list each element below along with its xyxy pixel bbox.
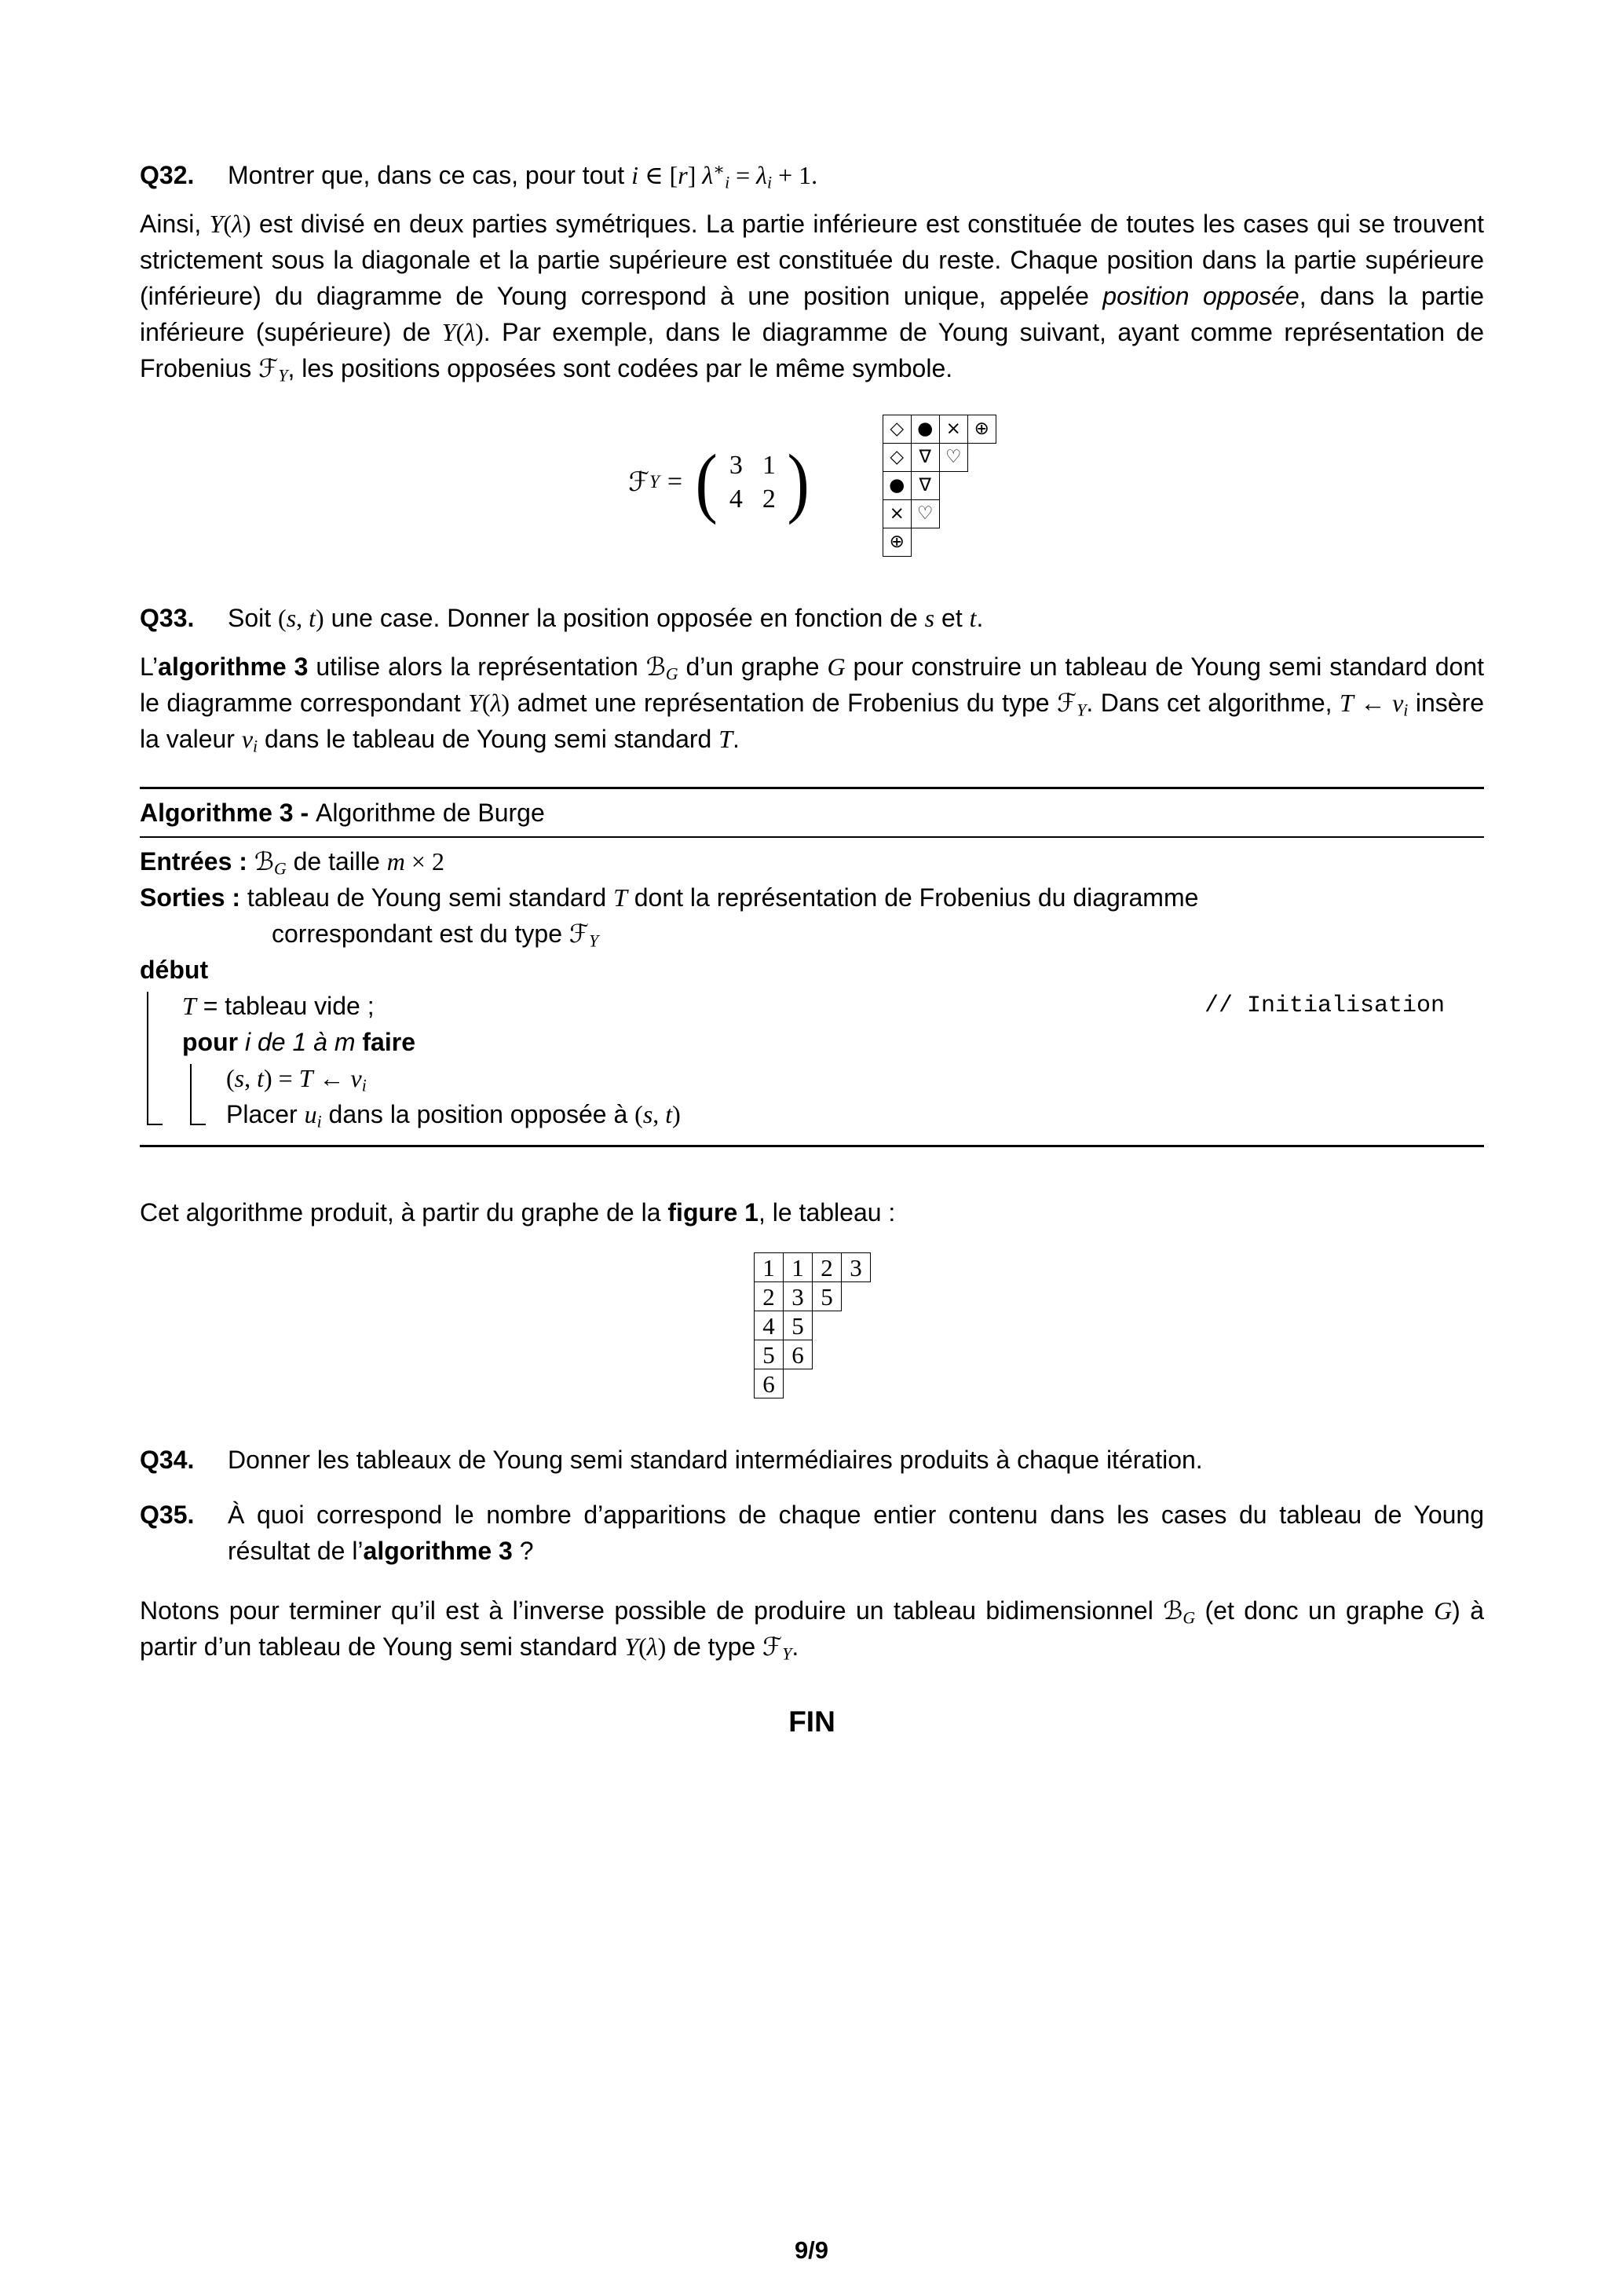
- grid-cell: 1: [783, 1252, 813, 1282]
- text-segment: ): [672, 1100, 681, 1128]
- text-segment: Entrées :: [140, 847, 254, 876]
- text-segment: ,: [296, 604, 309, 632]
- text-segment: = tableau vide ;: [196, 992, 375, 1020]
- question-q34: [140, 1442, 1484, 1478]
- text-segment: d’un graphe: [678, 653, 828, 681]
- question-q35-text: [228, 1497, 1484, 1569]
- grid-row: [754, 1340, 870, 1369]
- grid-row: [719, 448, 785, 483]
- algorithm-place-line: [226, 1096, 1484, 1132]
- algorithm-begin-block: [147, 988, 1484, 1132]
- page-number: 9/9: [794, 2236, 829, 2264]
- text-segment: t: [257, 1064, 264, 1092]
- text-segment: Sorties :: [140, 883, 247, 912]
- grid-cell: 2: [754, 1281, 784, 1311]
- algorithm-insert-line: [226, 1060, 1484, 1096]
- question-q33: [140, 600, 1484, 636]
- grid-cell: ⊕: [967, 415, 996, 444]
- algorithm-body: [140, 838, 1484, 1145]
- frobenius-symbol: ℱ: [628, 466, 650, 498]
- text-segment: v: [1392, 689, 1404, 717]
- text-segment: Y: [278, 366, 288, 386]
- text-segment: G: [1183, 1608, 1196, 1628]
- text-segment: dont la représentation de Frobenius du diagramme: [627, 883, 1199, 912]
- text-segment: s: [286, 604, 297, 632]
- text-segment: ←: [313, 1064, 351, 1092]
- grid-cell: ∇: [911, 443, 940, 472]
- text-segment: s: [642, 1100, 653, 1128]
- question-q34-label: Q34.: [140, 1446, 195, 1474]
- text-segment: pour: [182, 1028, 239, 1056]
- text-segment: i: [316, 1112, 322, 1132]
- text-segment: ∗: [713, 160, 726, 180]
- text-segment: Notons pour terminer qu’il est à l’inverse possible de produire un tableau bidimensionnel: [140, 1596, 1164, 1625]
- text-segment: G: [665, 664, 678, 684]
- grid-row: [754, 1369, 870, 1398]
- text-segment: pour construire un tableau de Young semi standard dont le diagramme correspondant: [140, 653, 1484, 717]
- text-segment: ℬ: [254, 846, 274, 876]
- text-segment: v: [350, 1064, 362, 1092]
- text-segment: ): [501, 689, 510, 717]
- grid-row: [719, 482, 785, 517]
- grid-cell: 6: [754, 1369, 784, 1398]
- text-segment: =: [729, 161, 757, 189]
- question-q32: [140, 157, 1484, 193]
- text-segment: s: [234, 1064, 245, 1092]
- text-segment: Algorithme 3 -: [140, 799, 316, 827]
- grid-cell: 5: [812, 1281, 842, 1311]
- text-segment: .: [976, 604, 984, 632]
- text-segment: × 2: [404, 847, 444, 876]
- text-segment: figure 1: [667, 1198, 758, 1227]
- text-segment: Y: [589, 931, 599, 951]
- grid-cell: 2: [812, 1252, 842, 1282]
- paragraph-algorithm-intro: [140, 649, 1484, 757]
- algorithm-title: [140, 789, 1484, 838]
- text-segment: (: [278, 604, 287, 632]
- algorithm-init-comment: // Initialisation: [1204, 993, 1445, 1019]
- algorithm-for-line: [182, 1024, 1484, 1060]
- algorithm-inputs: [140, 843, 1484, 879]
- text-segment: s: [924, 604, 935, 632]
- text-segment: (: [455, 318, 465, 346]
- text-segment: est divisé en deux parties symétriques. La partie inférieure est constituée de toutes les cases qui se trouvent strictement sous la diagonale et la partie supérieure est constituée du reste. Chaque position dans la partie supérieure (inférieure) du diagramme de Young correspond à une position unique, appelée: [140, 210, 1485, 310]
- grid-cell: 4: [754, 1311, 784, 1340]
- text-segment: Cet algorithme produit, à partir du graphe de la: [140, 1198, 668, 1227]
- text-segment: T: [182, 992, 196, 1020]
- algorithm-outputs-continued: [140, 916, 1484, 952]
- left-paren: (: [695, 438, 718, 525]
- grid-cell: 5: [783, 1311, 813, 1340]
- text-segment: algorithme 3: [363, 1537, 513, 1565]
- text-segment: T: [298, 1064, 313, 1092]
- text-segment: , le tableau :: [758, 1198, 896, 1227]
- text-segment: une case. Donner la position opposée en fonction de: [324, 604, 925, 632]
- algorithm-outputs: [140, 879, 1484, 916]
- grid-cell: 6: [783, 1340, 813, 1369]
- grid-cell: 3: [841, 1252, 871, 1282]
- grid-row: [754, 1252, 870, 1282]
- grid-row: [754, 1281, 870, 1311]
- text-segment: dans le tableau de Young semi standard: [258, 725, 719, 753]
- grid-cell: ×: [939, 415, 968, 444]
- text-segment: ℬ: [645, 652, 666, 682]
- young-tableau-figure: [140, 1252, 1484, 1398]
- text-segment: + 1.: [772, 161, 818, 189]
- text-segment: Y: [468, 689, 482, 717]
- grid-cell: ×: [883, 499, 912, 528]
- text-segment: u: [304, 1100, 317, 1128]
- end-marker: FIN: [788, 1706, 835, 1738]
- text-segment: correspondant est du type: [272, 919, 569, 948]
- text-segment: ): [242, 210, 251, 238]
- grid-row: [883, 499, 996, 528]
- text-segment: ) à partir d’un tableau de Young semi standard: [140, 1596, 1485, 1661]
- text-segment: , dans la partie inférieure (supérieure) de: [140, 282, 1485, 346]
- grid-cell: 3: [783, 1281, 813, 1311]
- text-segment: λ: [756, 161, 768, 189]
- grid-cell: 4: [729, 484, 743, 514]
- algorithm-init-line: [182, 988, 1484, 1024]
- question-q35-label: Q35.: [140, 1501, 195, 1529]
- text-segment: .: [733, 725, 740, 753]
- text-segment: admet une représentation de Frobenius du type: [510, 689, 1058, 717]
- text-segment: ,: [652, 1100, 666, 1128]
- text-segment: . Par exemple, dans le diagramme de Young suivant, ayant comme représentation de Frobenius: [140, 318, 1485, 382]
- question-q35: [140, 1497, 1484, 1569]
- text-segment: t: [665, 1100, 673, 1128]
- text-segment: i: [725, 173, 730, 192]
- text-segment: ): [316, 604, 324, 632]
- text-segment: ℬ: [1163, 1596, 1183, 1625]
- grid-cell: 3: [729, 451, 743, 480]
- algorithm-begin-keyword: début: [140, 956, 209, 984]
- question-q33-text: [228, 600, 1484, 636]
- text-segment: ) =: [264, 1064, 299, 1092]
- grid-cell: 1: [762, 451, 776, 480]
- young-diagram-symbols: [883, 415, 996, 556]
- text-segment: faire: [362, 1028, 415, 1056]
- grid-cell: 2: [762, 484, 776, 514]
- text-segment: ℱ: [568, 919, 590, 949]
- paragraph-closing-note: [140, 1592, 1484, 1665]
- text-segment: m: [386, 847, 405, 876]
- text-segment: ℱ: [762, 1632, 783, 1662]
- algorithm-init-statement: [182, 988, 375, 1024]
- text-segment: (: [481, 689, 491, 717]
- text-segment: ∈ [: [638, 161, 678, 189]
- text-segment: Montrer que, dans ce cas, pour tout: [228, 161, 632, 189]
- grid-row: [883, 528, 996, 557]
- text-segment: tableau de Young semi standard: [247, 883, 614, 912]
- text-segment: .: [791, 1632, 799, 1661]
- text-segment: de taille: [286, 847, 387, 876]
- text-segment: λ: [232, 210, 243, 238]
- question-q32-text: [228, 157, 1484, 193]
- text-segment: G: [1434, 1596, 1453, 1625]
- text-segment: v: [241, 725, 254, 753]
- text-segment: Donner les tableaux de Young semi standard intermédiaires produits à chaque itération.: [228, 1446, 1203, 1474]
- grid-cell: 5: [754, 1340, 784, 1369]
- text-segment: , les positions opposées sont codées par le même symbole.: [287, 354, 953, 382]
- grid-cell: ●: [883, 471, 912, 500]
- text-segment: insère la valeur: [140, 689, 1485, 753]
- text-segment: L’: [140, 653, 159, 681]
- frobenius-matrix: [719, 448, 785, 516]
- equals-sign: =: [667, 467, 683, 496]
- text-segment: À quoi correspond le nombre d’apparitions de chaque entier contenu dans les cases du tableau de Young résultat de l’: [228, 1501, 1484, 1565]
- text-segment: ←: [1353, 689, 1393, 717]
- text-segment: λ: [702, 161, 714, 189]
- text-segment: Y: [441, 318, 456, 346]
- text-segment: t: [969, 604, 977, 632]
- grid-row: [883, 471, 996, 500]
- text-segment: utilise alors la représentation: [308, 653, 646, 681]
- paragraph-result-intro: [140, 1194, 1484, 1230]
- algorithm-box: [140, 787, 1484, 1147]
- grid-row: [883, 415, 996, 444]
- text-segment: (: [634, 1100, 643, 1128]
- grid-cell: ♡: [911, 499, 940, 528]
- question-q32-label: Q32.: [140, 161, 195, 189]
- grid-cell: ⊕: [883, 528, 912, 557]
- question-q34-text: [228, 1442, 1484, 1478]
- text-segment: Algorithme de Burge: [316, 799, 545, 827]
- algorithm-for-block: [190, 1060, 1484, 1132]
- text-segment: i: [253, 737, 258, 756]
- text-segment: ]: [687, 161, 703, 189]
- text-segment: Y: [209, 210, 224, 238]
- grid-cell: ◇: [883, 443, 912, 472]
- grid-cell: ♡: [939, 443, 968, 472]
- text-segment: λ: [490, 689, 502, 717]
- text-segment: Y: [624, 1632, 639, 1661]
- text-segment: i de 1 à m: [238, 1028, 363, 1056]
- text-segment: Ainsi,: [140, 210, 210, 238]
- text-segment: ?: [512, 1537, 534, 1565]
- text-segment: λ: [646, 1632, 658, 1661]
- text-segment: Placer: [226, 1100, 305, 1128]
- text-segment: G: [273, 859, 287, 879]
- text-segment: Y: [1077, 700, 1087, 720]
- text-segment: (et donc un graphe: [1195, 1596, 1435, 1625]
- text-segment: G: [827, 653, 846, 681]
- text-segment: T: [718, 725, 733, 753]
- text-segment: ,: [244, 1064, 258, 1092]
- text-segment: T: [1340, 689, 1354, 717]
- text-segment: et: [934, 604, 970, 632]
- text-segment: Y: [782, 1644, 792, 1664]
- grid-cell: ∇: [911, 471, 940, 500]
- text-segment: i: [767, 173, 773, 192]
- text-segment: i: [361, 1076, 367, 1095]
- page-content: [140, 157, 1484, 1740]
- text-segment: t: [309, 604, 316, 632]
- grid-row: [883, 443, 996, 472]
- grid-cell: ●: [911, 415, 940, 444]
- text-segment: ): [475, 318, 484, 346]
- text-segment: position opposée: [1102, 282, 1299, 310]
- right-paren: ): [787, 438, 810, 525]
- frobenius-equation: ℱ Y = ( 3 1 4 2 ): [628, 438, 810, 525]
- text-segment: algorithme 3: [158, 653, 309, 681]
- grid-row: [754, 1311, 870, 1340]
- text-segment: (: [638, 1632, 647, 1661]
- grid-cell: ◇: [883, 415, 912, 444]
- text-segment: Soit: [228, 604, 279, 632]
- text-segment: i: [1403, 700, 1409, 720]
- text-segment: ℱ: [1057, 688, 1077, 718]
- text-segment: dans la position opposée à: [321, 1100, 635, 1128]
- text-segment: i: [631, 161, 638, 189]
- text-segment: T: [613, 883, 627, 912]
- text-segment: (: [226, 1064, 235, 1092]
- text-segment: ℱ: [258, 353, 279, 383]
- text-segment: λ: [464, 318, 476, 346]
- text-segment: . Dans cet algorithme,: [1086, 689, 1340, 717]
- question-q33-label: Q33.: [140, 604, 195, 632]
- grid-cell: 1: [754, 1252, 784, 1282]
- text-segment: (: [223, 210, 232, 238]
- paragraph-opposite-positions: [140, 206, 1484, 386]
- text-segment: ): [657, 1632, 667, 1661]
- young-tableau-numbers: [754, 1252, 870, 1398]
- text-segment: r: [678, 161, 688, 189]
- frobenius-figure: [140, 415, 1484, 556]
- text-segment: de type: [666, 1632, 763, 1661]
